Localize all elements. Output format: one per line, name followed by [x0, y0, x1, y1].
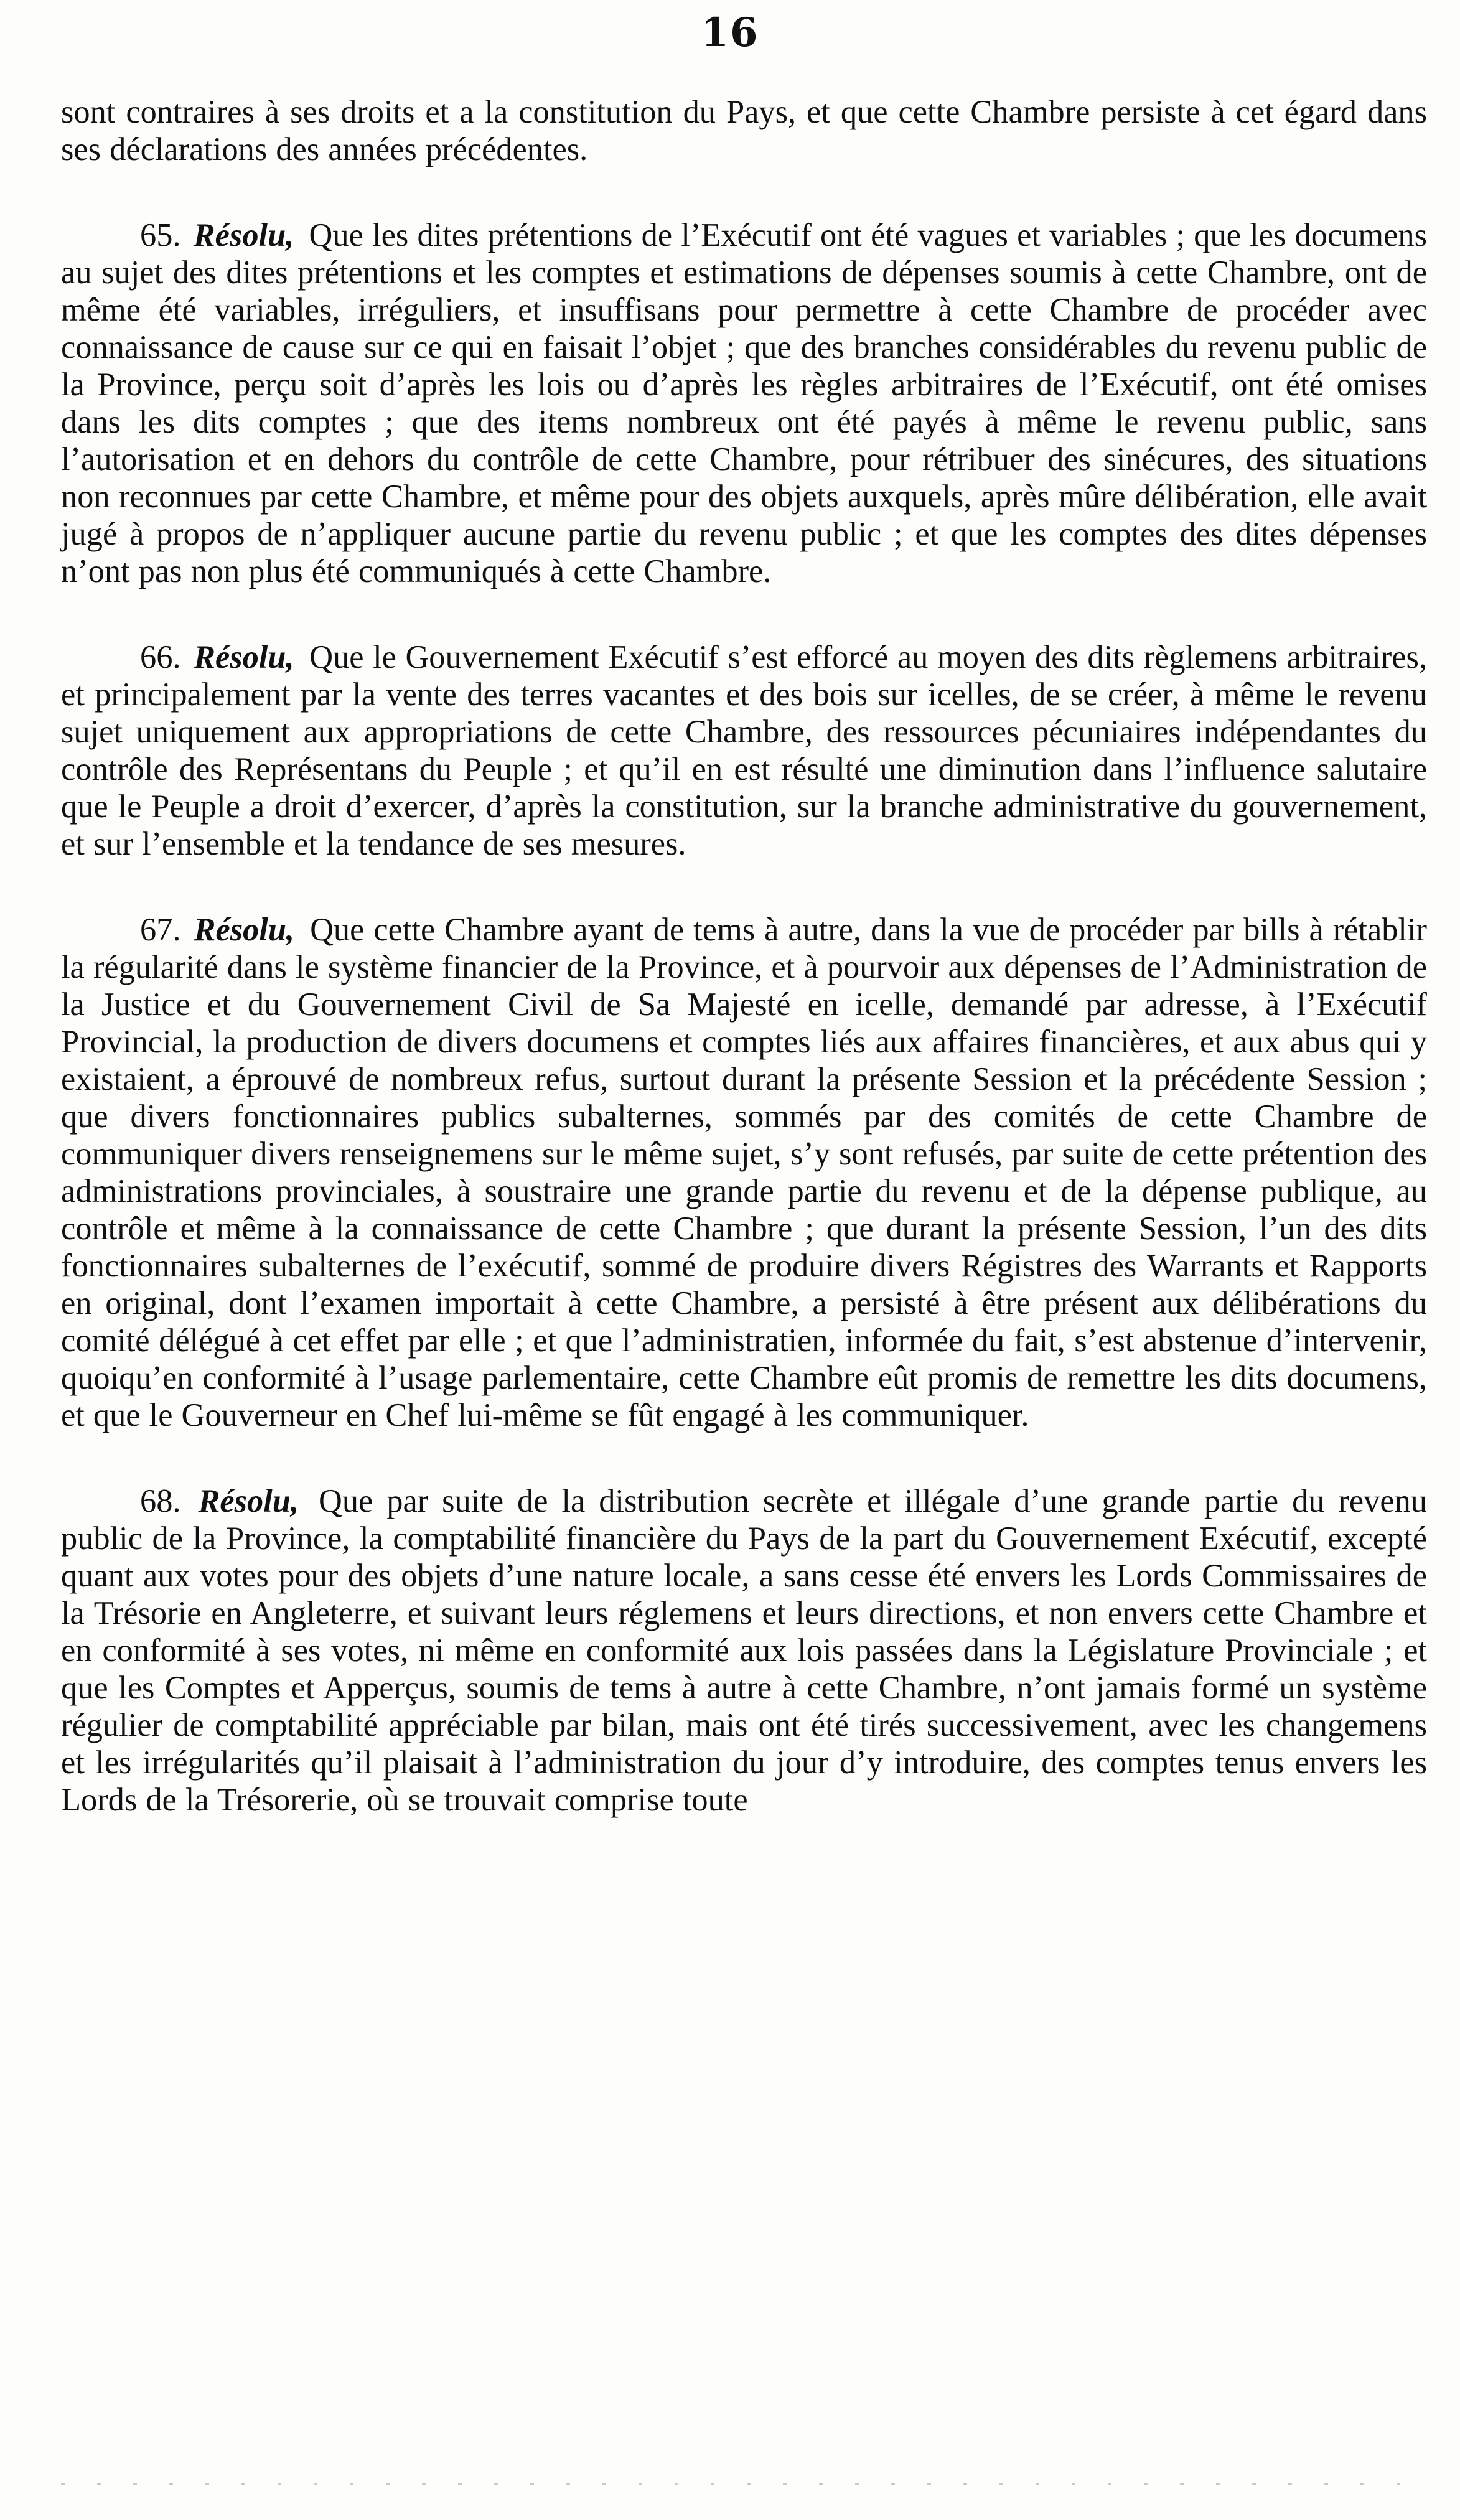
paragraph-text: Que le Gouvernement Exécutif s’est efforcé au moyen des dits règlemens arbitraires, et principalement par la vente des terres vacantes et des bois sur icelles, de se créer, à même le revenu sujet uniquement aux appropriations de cette Chambre, des ressources pécuniaires indépendantes du contrôle des Représentans du Peuple ; et qu’il en est résulté une diminution dans l’influence salutaire que le Peuple a droit d’exercer, d’après la constitution, sur la branche administrative du gouvernement, et sur l’ensemble et la tendance de ses mesures.	[61, 639, 1427, 862]
resolution-65	[61, 217, 1427, 590]
resolution-67	[61, 911, 1427, 1434]
paragraph-continuation	[61, 93, 1427, 168]
resolution-number: 68.	[140, 1483, 181, 1519]
paragraph-text: sont contraires à ses droits et a la constitution du Pays, et que cette Chambre persiste à cet égard dans ses déclarations des années précédentes.	[61, 94, 1427, 167]
paragraph-text: Que les dites prétentions de l’Exécutif ont été vagues et variables ; que les documens au sujet des dites prétentions et les comptes et estimations de dépenses soumis à cette Chambre, ont de même été variables, irréguliers, et insuffisans pour permettre à cette Chambre de procéder avec connaissance de cause sur ce qui en faisait l’objet ; que des branches considérables du revenu public de la Province, perçu soit d’après les lois ou d’après les règles arbitraires de l’Exécutif, ont été omises dans les dits comptes ; que des items nombreux ont été payés à même le revenu public, sans l’autorisation et en dehors du contrôle de cette Chambre, pour rétribuer des sinécures, des situations non reconnues par cette Chambre, et même pour des objets auxquels, après mûre délibération, elle avait jugé à propos de n’appliquer aucune partie du revenu public ; et que les comptes des dites dépenses n’ont pas non plus été communiqués à cette Chambre.	[61, 217, 1428, 589]
resolution-keyword: Résolu,	[194, 639, 294, 675]
page-number: 16	[701, 9, 759, 56]
resolution-keyword: Résolu,	[194, 912, 295, 948]
resolution-keyword: Résolu,	[198, 1483, 299, 1519]
document-body	[61, 93, 1427, 1867]
resolution-66	[61, 639, 1427, 863]
page-bottom-edge	[61, 2483, 1427, 2485]
paragraph-text: Que par suite de la distribution secrète et illégale d’une grande partie du revenu public de la Province, la comptabilité financière du Pays de la part du Gouvernement Exécutif, excepté quant aux votes pour des objets d’une nature locale, a sans cesse été envers les Lords Commissaires de la Trésorie en Angleterre, et suivant leurs réglemens et leurs directions, et non envers cette Chambre et en conformité à ses votes, ni même en conformité aux lois passées dans la Législature Provinciale ; et que les Comptes et Apperçus, soumis de tems à autre à cette Chambre, n’ont jamais formé un système régulier de comptabilité appréciable par bilan, mais ont été tirés successivement, avec les changemens et les irrégularités qu’il plaisait à l’administration du jour d’y introduire, des comptes tenus envers les Lords de la Trésorerie, où se trouvait comprise toute	[61, 1483, 1427, 1818]
resolution-keyword: Résolu,	[193, 217, 294, 253]
resolution-68	[61, 1482, 1427, 1819]
resolution-number: 67.	[140, 912, 181, 948]
resolution-number: 66.	[140, 639, 181, 675]
resolution-number: 65.	[140, 217, 181, 253]
paragraph-text: Que cette Chambre ayant de tems à autre, dans la vue de procéder par bills à rétablir la régularité dans le système financier de la Province, et à pourvoir aux dépenses de l’Administration de la Justice et du Gouvernement Civil de Sa Majesté en icelle, demandé par adresse, à l’Exécutif Provincial, la production de divers documens et comptes liés aux affaires financières, et aux abus qui y existaient, a éprouvé de nombreux refus, surtout durant la présente Session et la précédente Session ; que divers fonctionnaires publics subalternes, sommés par des comités de cette Chambre de communiquer divers renseignemens sur le même sujet, s’y sont refusés, par suite de cette prétention des administrations provinciales, à soustraire une grande partie du revenu et de la dépense publique, au contrôle et même à la connaissance de cette Chambre ; que durant la présente Session, l’un des dits fonctionnaires subalternes de l’exécutif, sommé de produire divers Régistres des Warrants et Rapports en original, dont l’examen importait à cette Chambre, a persisté à être présent aux délibérations du comité délégué à cet effet par elle ; et que l’administratien, informée du fait, s’est abstenue d’intervenir, quoiqu’en conformité à l’usage parlementaire, cette Chambre eût promis de remettre les dits documens, et que le Gouverneur en Chef lui-même se fût engagé à les communiquer.	[61, 912, 1427, 1433]
